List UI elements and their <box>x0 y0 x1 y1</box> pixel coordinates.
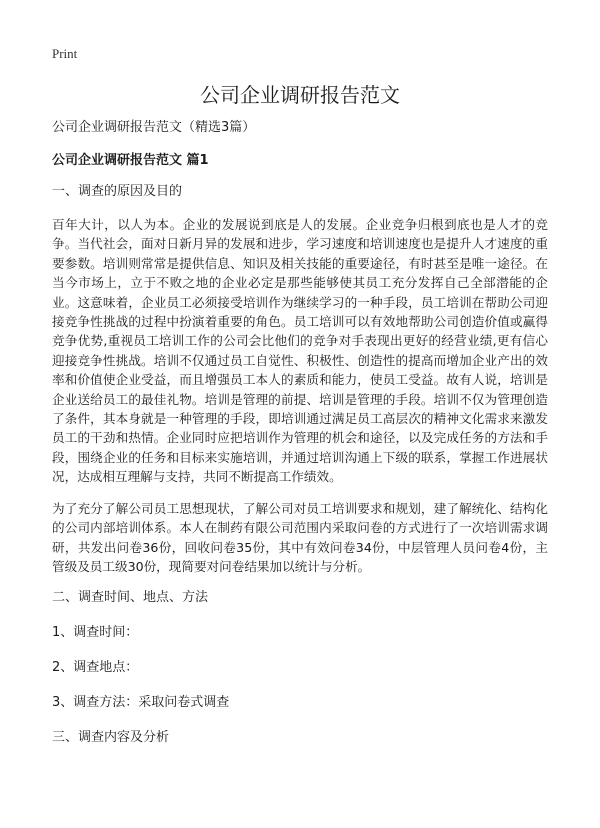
paragraph-background: 百年大计，以人为本。企业的发展说到底是人的发展。企业竞争归根到底也是人才的竞争。当代社会，面对日新月异的发展和进步，学习速度和培训速度也是提升人才速度的重要参数。培训则常常是提供信息、知识及相关技能的重要途径，有时甚至是唯一途径。在当今市场上，立于不败之地的企业必定是那些能够使其员工充分发挥自己全部潜能的企业。这意味着，企业员工必须接受培训作为继续学习的一种手段，员工培训在帮助公司迎接竞争性挑战的过程中扮演着重要的角色。员工培训可以有效地帮助公司创造价值或赢得竞争优势,重视员工培训工作的公司会比他们的竞争对手表现出更好的经营业绩,更有信心迎接竞争性挑战。培训不仅通过员工自觉性、积极性、创造性的提高而增加企业产出的效率和价值使企业受益，而且增强员工本人的素质和能力，使员工受益。故有人说，培训是企业送给员工的最佳礼物。培训是管理的前提、培训是管理的手段。培训不仅为管理创造了条件，其本身就是一种管理的手段，即培训通过满足员工高层次的精神文化需求来激发员工的干劲和热情。企业同时应把培训作为管理的机会和途径，以及完成任务的方法和手段，围绕企业的任务和目标来实施培训，并通过培训沟通上下级的联系，掌握工作进展状况，达成相互理解与支持，共同不断提高工作绩效。 <box>52 217 548 485</box>
print-link[interactable]: Print <box>52 46 78 61</box>
document-body <box>52 118 548 763</box>
list-item-method: 3、调查方法：采取问卷式调查 <box>52 695 230 711</box>
article-title: 公司企业调研报告范文 篇1 <box>52 153 209 168</box>
list-item-time: 1、调查时间： <box>52 625 139 641</box>
section-heading-reasons: 一、调查的原因及目的 <box>52 184 183 199</box>
document-subtitle: 公司企业调研报告范文（精选3篇） <box>52 120 256 135</box>
list-item-place: 2、调查地点： <box>52 660 139 676</box>
section-heading-content-analysis: 三、调查内容及分析 <box>52 730 170 746</box>
paragraph-survey-summary: 为了充分了解公司员工思想现状，了解公司对员工培训要求和规划，建了解统化、结构化的公司内部培训体系。本人在制药有限公司范围内采取问卷的方式进行了一次培训需求调研，共发出问卷36份，回收问卷35份，其中有效问卷34份，中层管理人员问卷4份，主管级及员工级30份，现简要对问卷结果加以统计与分析。 <box>52 500 548 574</box>
section-heading-time-place-method: 二、调查时间、地点、方法 <box>52 590 209 606</box>
page-title: 公司企业调研报告范文 <box>200 83 400 107</box>
